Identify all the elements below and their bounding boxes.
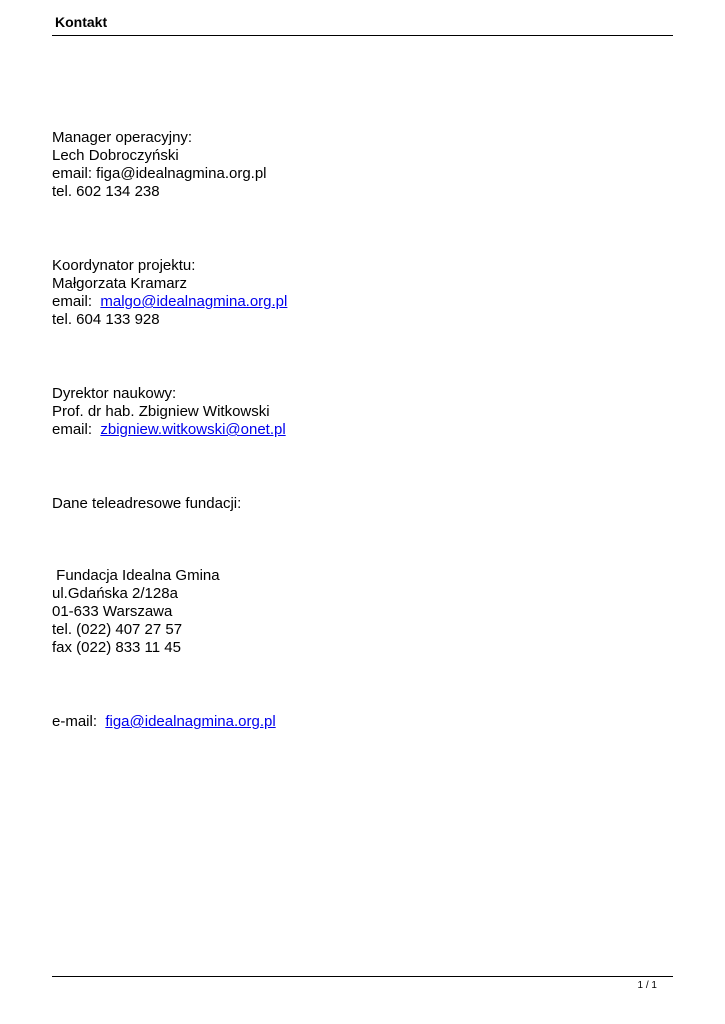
coordinator-email-label: email: <box>52 293 101 310</box>
manager-name: Lech Dobroczyński <box>52 147 179 164</box>
director-role: Dyrektor naukowy: <box>52 385 177 402</box>
foundation-name: Fundacja Idealna Gmina <box>52 567 220 584</box>
page-number: 1 / 1 <box>637 980 657 991</box>
coordinator-email-link[interactable]: malgo@idealnagmina.org.pl <box>100 293 288 310</box>
coordinator-email-row <box>52 293 287 311</box>
coordinator-phone: tel. 604 133 928 <box>52 311 160 328</box>
coordinator-name: Małgorzata Kramarz <box>52 275 188 292</box>
director-email-label: email: <box>52 421 101 438</box>
director-email-link[interactable]: zbigniew.witkowski@onet.pl <box>100 421 286 438</box>
manager-role: Manager operacyjny: <box>52 129 193 146</box>
coordinator-role: Koordynator projektu: <box>52 257 196 274</box>
header-divider <box>52 35 673 36</box>
foundation-city: 01-633 Warszawa <box>52 603 173 620</box>
foundation-phone: tel. (022) 407 27 57 <box>52 621 183 638</box>
foundation-heading: Dane teleadresowe fundacji: <box>52 495 242 512</box>
foundation-email-label: e-mail: <box>52 713 106 730</box>
director-email-row <box>52 421 286 439</box>
foundation-street: ul.Gdańska 2/128a <box>52 585 178 602</box>
director-name: Prof. dr hab. Zbigniew Witkowski <box>52 403 270 420</box>
foundation-email-link[interactable]: figa@idealnagmina.org.pl <box>105 713 276 730</box>
foundation-email-row <box>52 713 276 731</box>
manager-email: email: figa@idealnagmina.org.pl <box>52 165 267 182</box>
page-header-title: Kontakt <box>55 14 108 30</box>
footer-divider <box>52 976 673 977</box>
manager-phone: tel. 602 134 238 <box>52 183 160 200</box>
foundation-fax: fax (022) 833 11 45 <box>52 639 181 656</box>
